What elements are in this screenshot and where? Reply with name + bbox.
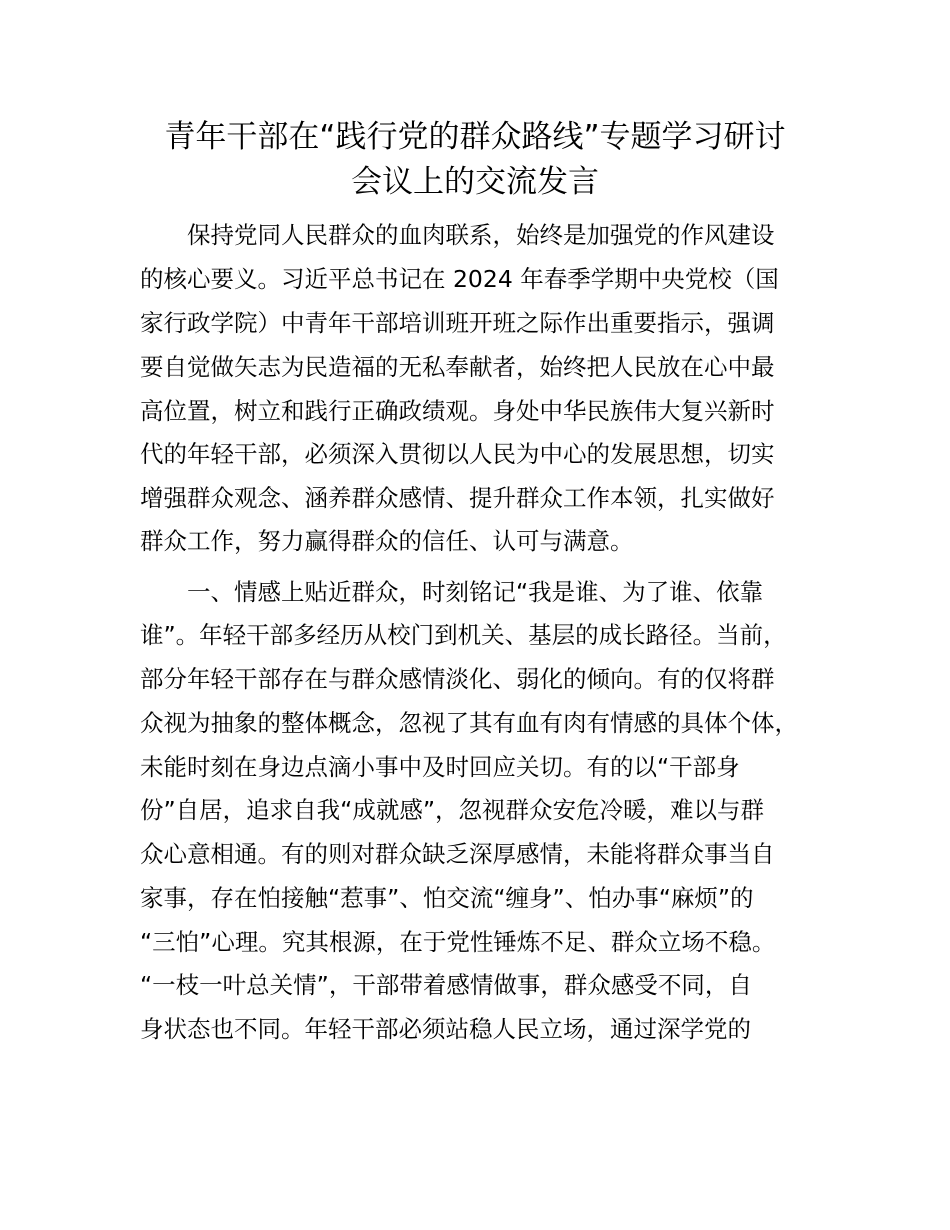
paragraph-2-line-1: 一、情感上贴近群众，时刻铭记“我是谁、为了谁、依靠 [140, 578, 764, 606]
paragraph-2-line-2: 谁”。年轻干部多经历从校门到机关、基层的成长路径。当前， [140, 621, 787, 649]
paragraph-2-line-3: 部分年轻干部存在与群众感情淡化、弱化的倾向。有的仅将群 [140, 665, 775, 693]
paragraph-1-line-5: 高位置，树立和践行正确政绩观。身处中华民族伟大复兴新时 [140, 397, 775, 425]
paragraph-2-line-10: “一枝一叶总关情”，干部带着感情做事，群众感受不同，自 [140, 971, 752, 999]
paragraph-2-line-6: 份”自居，追求自我“成就感”，忽视群众安危冷暖，难以与群 [140, 796, 765, 824]
document-title-line-1: 青年干部在“践行党的群众路线”专题学习研讨 [164, 119, 786, 155]
paragraph-2-line-9: “三怕”心理。究其根源，在于党性锤炼不足、群众立场不稳。 [140, 928, 776, 956]
paragraph-2-line-4: 众视为抽象的整体概念，忽视了其有血有肉有情感的具体个体， [140, 709, 798, 737]
paragraph-1-line-4: 要自觉做矢志为民造福的无私奉献者，始终把人民放在心中最 [140, 353, 775, 381]
document-title-line-2: 会议上的交流发言 [351, 164, 599, 200]
paragraph-1-line-3: 家行政学院）中青年干部培训班开班之际作出重要指示，强调 [140, 309, 775, 337]
paragraph-2-line-5: 未能时刻在身边点滴小事中及时回应关切。有的以“干部身 [140, 753, 740, 781]
paragraph-1-line-6: 代的年轻干部，必须深入贯彻以人民为中心的发展思想，切实 [140, 440, 775, 468]
paragraph-1-line-1: 保持党同人民群众的血肉联系，始终是加强党的作风建设 [140, 221, 775, 249]
paragraph-1-line-8: 群众工作，努力赢得群众的信任、认可与满意。 [140, 527, 634, 555]
paragraph-2-line-11: 身状态也不同。年轻干部必须站稳人民立场，通过深学党的 [140, 1015, 751, 1043]
paragraph-1-line-2: 的核心要义。习近平总书记在 2024 年春季学期中央党校（国 [140, 265, 779, 293]
paragraph-2-line-8: 家事，存在怕接触“惹事”、怕交流“缠身”、怕办事“麻烦”的 [140, 884, 754, 912]
paragraph-2-line-7: 众心意相通。有的则对群众缺乏深厚感情，未能将群众事当自 [140, 840, 775, 868]
paragraph-1-line-7: 增强群众观念、涵养群众感情、提升群众工作本领，扎实做好 [140, 484, 775, 512]
